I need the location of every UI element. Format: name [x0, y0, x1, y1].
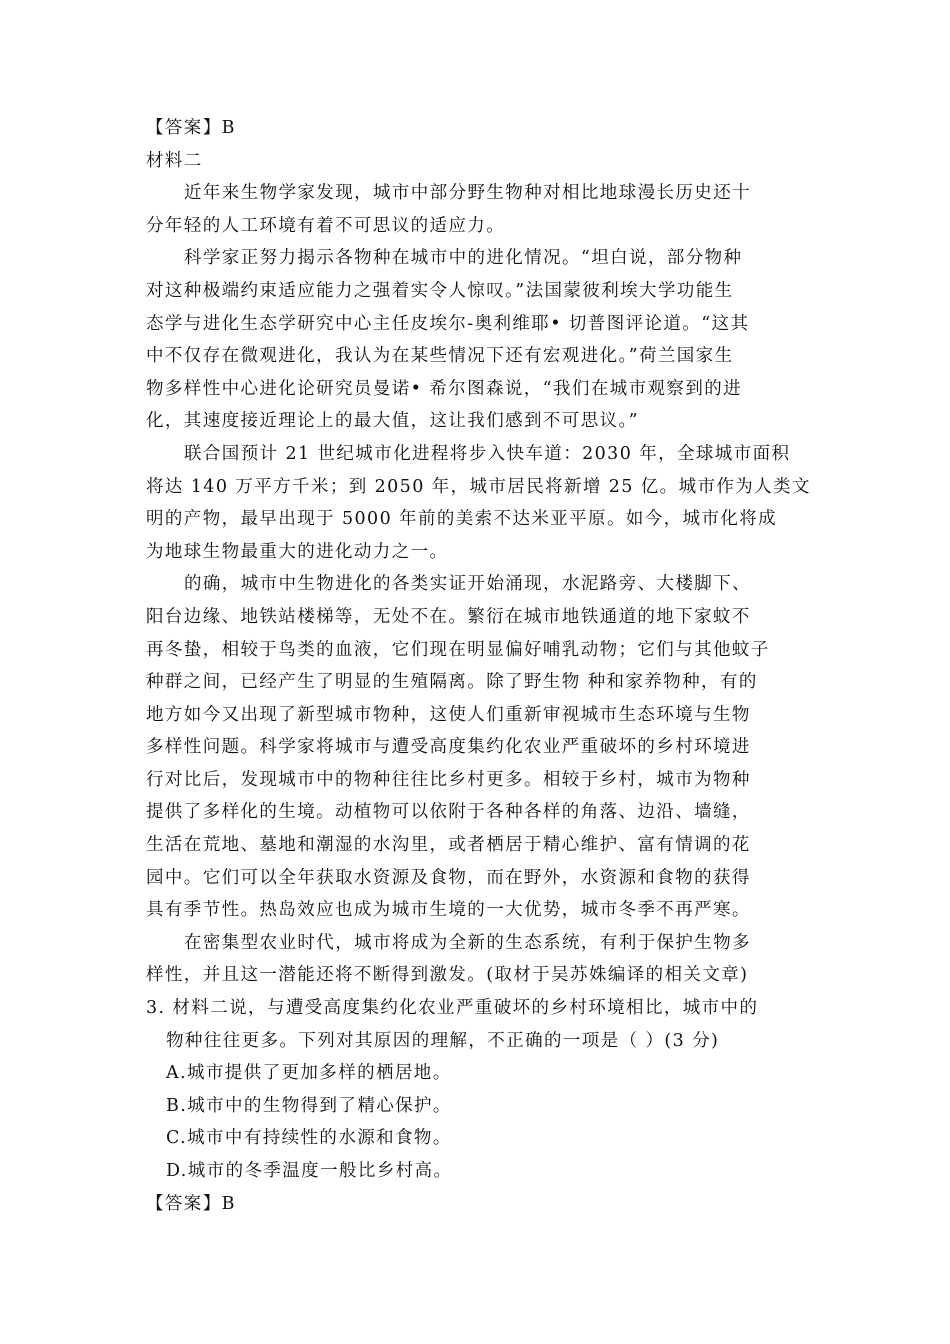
answer-top: 【答案】B [146, 118, 236, 138]
option-c: C.城市中有持续性的水源和食物。 [166, 1128, 452, 1149]
paragraph-line: 将达 140 万平方千米；到 2050 年，城市居民将新增 25 亿。城市作为人类文 [146, 476, 811, 497]
paragraph-line: 态学与进化生态学研究中心主任皮埃尔-奥利维耶• 切普图评论道。“这其 [146, 313, 750, 334]
paragraph-line: 的确，城市中生物进化的各类实证开始涌现，水泥路旁、大楼脚下、 [184, 574, 751, 595]
paragraph-line: 明的产物，最早出现于 5000 年前的美索不达米亚平原。如今，城市化将成 [146, 509, 778, 530]
option-d: D.城市的冬季温度一般比乡村高。 [166, 1161, 453, 1181]
paragraph-line: 具有季节性。热岛效应也成为城市生境的一大优势，城市冬季不再严寒。 [146, 900, 751, 921]
paragraph-line: 阳台边缘、地铁站楼梯等，无处不在。繁衍在城市地铁通道的地下家蚊不 [146, 606, 751, 627]
paragraph-5 [146, 927, 810, 992]
paragraph-line: 地方如今又出现了新型城市物种，这使人们重新审视城市生态环境与生物 [146, 704, 751, 725]
paragraph-line: 样性，并且这一潜能还将不断得到激发。(取材于吴苏姝编译的相关文章) [146, 965, 749, 986]
paragraph-line: 对这种极端约束适应能力之强着实令人惊叹。”法国蒙彼利埃大学功能生 [146, 280, 734, 301]
paragraph-line: 分年轻的人工环境有着不可思议的适应力。 [146, 215, 506, 236]
answer-bottom: 【答案】B [146, 1193, 236, 1214]
paragraph-line: 再冬蛰，相较于鸟类的血液，它们现在明显偏好哺乳动物；它们与其他蚊子 [146, 639, 770, 660]
paragraph-line: 化，其速度接近理论上的最大值，这让我们感到不可思议。” [146, 411, 639, 432]
paragraph-line: 园中。它们可以全年获取水资源及食物，而在野外，水资源和食物的获得 [146, 867, 751, 888]
option-a: A.城市提供了更加多样的栖居地。 [166, 1063, 452, 1084]
paragraph-line: 联合国预计 21 世纪城市化进程将步入快车道：2030 年，全球城市面积 [184, 443, 791, 464]
paragraph-line: 多样性问题。科学家将城市与遭受高度集约化农业严重破坏的乡村环境进 [146, 737, 751, 758]
paragraph-line: 科学家正努力揭示各物种在城市中的进化情况。“坦白说，部分物种 [184, 248, 743, 269]
paragraph-line: 物多样性中心进化论研究员曼诺• 希尔图森说，“我们在城市观察到的进 [146, 378, 743, 399]
paragraph-3 [146, 438, 810, 568]
paragraph-line: 近年来生物学家发现，城市中部分野生物种对相比地球漫长历史还十 [184, 183, 751, 204]
paragraph-line: 行对比后，发现城市中的物种往往比乡村更多。相较于乡村，城市为物种 [146, 769, 751, 790]
paragraph-line: 中不仅存在微观进化，我认为在某些情况下还有宏观进化。”荷兰国家生 [146, 346, 734, 367]
paragraph-line: 生活在荒地、墓地和潮湿的水沟里，或者栖居于精心维护、富有情调的花 [146, 835, 751, 856]
paragraph-2 [146, 242, 810, 438]
question-stem-line: 3. 材料二说，与遭受高度集约化农业严重破坏的乡村环境相比，城市中的 [146, 998, 759, 1019]
section-title: 材料二 [146, 150, 203, 171]
option-b: B.城市中的生物得到了精心保护。 [166, 1095, 452, 1116]
question-options [146, 1057, 810, 1187]
paragraph-line: 为地球生物最重大的进化动力之一。 [146, 541, 449, 562]
paragraph-line: 提供了多样化的生境。动植物可以依附于各种各样的角落、边沿、墙缝， [146, 802, 751, 823]
question-stem-line: 物种往往更多。下列对其原因的理解，不正确的一项是（ ）(3 分) [166, 1030, 720, 1051]
document-page [146, 112, 810, 1220]
question-3 [146, 992, 810, 1188]
paragraph-1 [146, 177, 810, 242]
paragraph-4 [146, 568, 810, 927]
paragraph-line: 种群之间，已经产生了明显的生殖隔离。除了野生物 种和家养物种，有的 [146, 672, 758, 693]
paragraph-line: 在密集型农业时代，城市将成为全新的生态系统，有利于保护生物多 [184, 932, 751, 953]
